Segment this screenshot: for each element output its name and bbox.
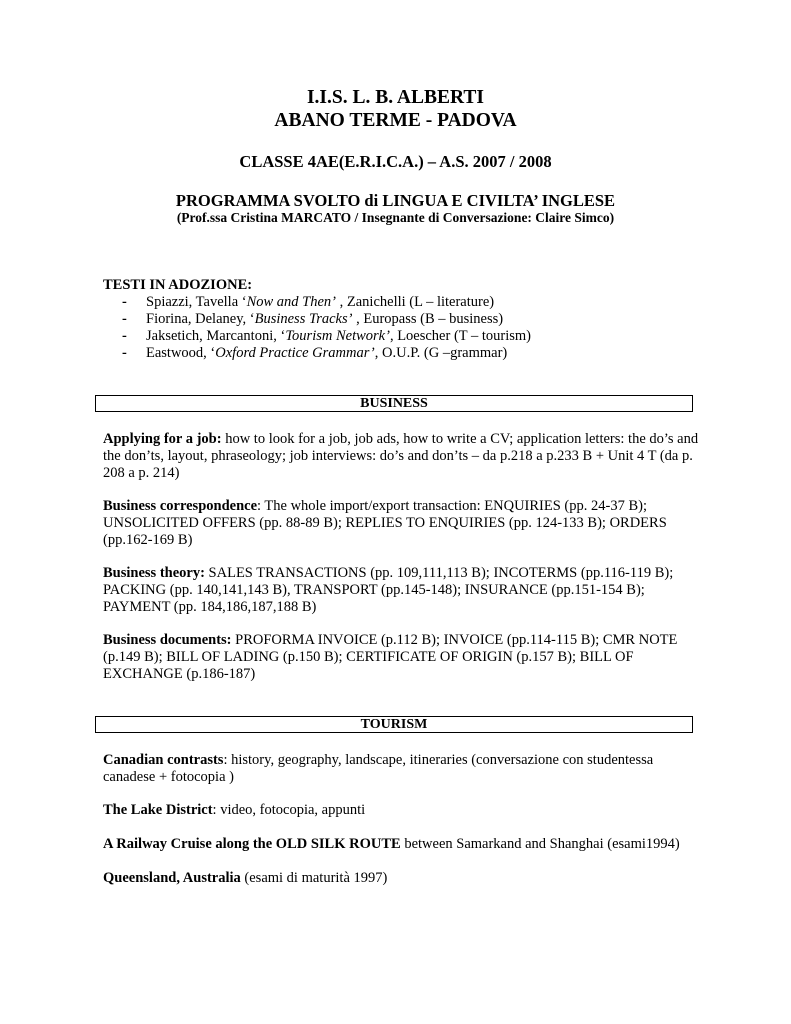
paragraph-text: between Samarkand and Shanghai (esami1994) [400,836,680,852]
paragraph-label: Canadian contrasts [103,752,224,768]
paragraph-label: Business correspondence [103,498,258,514]
business-paragraph-correspondence [103,498,701,549]
school-name: I.I.S. L. B. ALBERTI [306,87,485,108]
list-dash: - [122,311,127,327]
textbooks-list [103,294,703,362]
list-item [103,345,703,362]
business-paragraph-job [103,431,701,482]
textbooks-heading: TESTI IN ADOZIONE: [103,277,253,293]
paragraph-text: : The whole import/export transaction: ENQUIRIES (pp. 24-37 B); UNSOLICITED OFFERS (pp. 88-89 B); REPLIES TO ENQUIRIES (pp. 124-133 B); ORDERS (pp.162-169 B) [103,498,667,548]
list-dash: - [122,294,127,310]
business-paragraph-documents [103,632,701,683]
textbooks-section [103,277,703,362]
paragraph-text: how to look for a job, job ads, how to write a CV; application letters: the do’s and the don’ts, layout, phraseology; job interviews: do’s and don’ts – da p.218 a p.233 B + Unit 4 T (da p. 208 a p. 214) [103,431,699,481]
paragraph-label: Business theory: [103,565,205,581]
book-title: Oxford Practice Grammar’ [215,345,375,361]
business-paragraph-theory [103,565,701,616]
business-section-header: BUSINESS [95,395,693,412]
paragraph-label: Queensland, Australia [103,870,241,886]
paragraph-label: The Lake District [103,802,213,818]
paragraph-text: : video, fotocopia, appunti [212,802,366,818]
tourism-section-header: TOURISM [95,716,693,733]
book-authors: Eastwood, ‘ [146,345,216,361]
list-dash: - [122,328,127,344]
book-title: Business Tracks’ [254,311,353,327]
book-authors: Jaksetich, Marcantoni, ‘ [146,328,286,344]
paragraph-text: (esami di maturità 1997) [240,870,388,886]
program-title: PROGRAMMA SVOLTO di LINGUA E CIVILTA’ INGLESE [175,191,616,210]
book-authors: Spiazzi, Tavella ‘ [146,294,247,310]
book-publisher: , Europass (B – business) [352,311,504,327]
tourism-paragraph-silk-route [103,836,701,853]
list-item [103,311,703,328]
class-year: CLASSE 4AE(E.R.I.C.A.) – A.S. 2007 / 2008 [239,152,552,171]
paragraph-text: PROFORMA INVOICE (p.112 B); INVOICE (pp.114-115 B); CMR NOTE (p.149 B); BILL OF LADING (p.150 B); CERTIFICATE OF ORIGIN (p.157 B); BILL OF EXCHANGE (p.186-187) [103,632,678,682]
book-publisher: , O.U.P. (G –grammar) [374,345,508,361]
paragraph-text: SALES TRANSACTIONS (pp. 109,111,113 B); INCOTERMS (pp.116-119 B); PACKING (pp. 140,141,143 B), TRANSPORT (pp.145-148); INSURANCE (pp.151-154 B); PAYMENT (pp. 184,186,187,188 B) [103,565,674,615]
book-title: Now and Then’ [246,294,337,310]
paragraph-text: : history, geography, landscape, itineraries (conversazione con studentessa canadese + fotocopia ) [103,752,654,785]
book-publisher: , Zanichelli (L – literature) [336,294,495,310]
teachers-line: (Prof.ssa Cristina MARCATO / Insegnante di Conversazione: Claire Simco) [176,210,615,225]
list-item [103,294,703,311]
paragraph-label: Applying for a job: [103,431,222,447]
list-item [103,328,703,345]
paragraph-label: Business documents: [103,632,232,648]
tourism-paragraph-queensland [103,870,701,887]
tourism-paragraph-canada [103,752,701,786]
list-dash: - [122,345,127,361]
book-title: Tourism Network’ [285,328,390,344]
tourism-paragraph-lake-district [103,802,701,819]
paragraph-label: A Railway Cruise along the OLD SILK ROUTE [103,836,401,852]
book-publisher: , Loescher (T – tourism) [389,328,532,344]
book-authors: Fiorina, Delaney, ‘ [146,311,255,327]
school-location: ABANO TERME - PADOVA [274,110,517,131]
